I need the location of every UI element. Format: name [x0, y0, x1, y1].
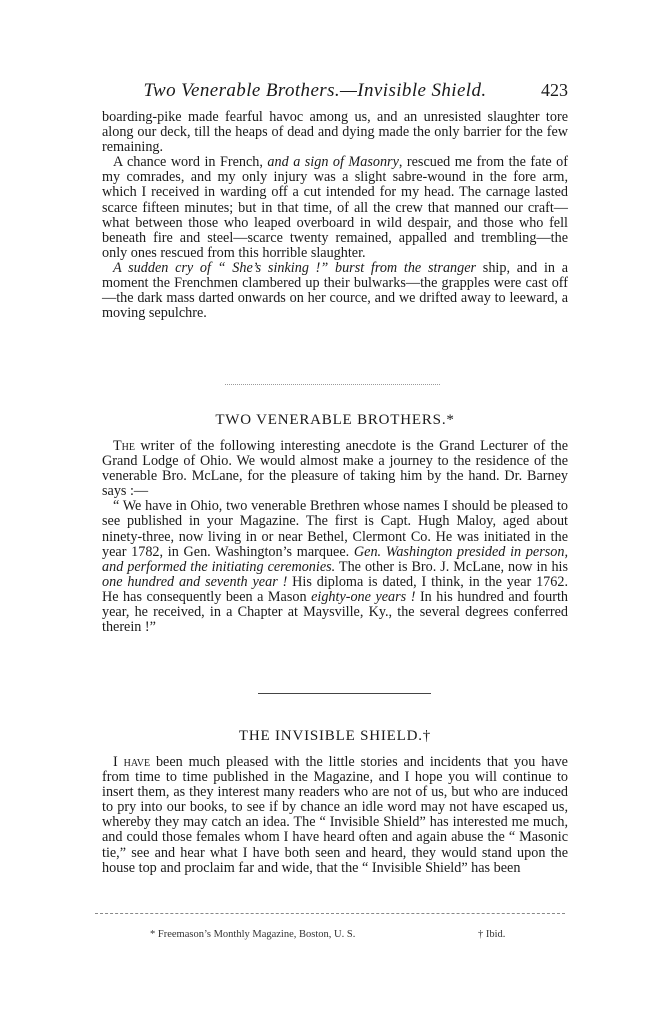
- text-run: , rescued me from the fate of my comrades, and my only injury was a slight sabre-wound in the fore arm, which I received in warding off a cut intended for my head. The carnage lasted scarce fifteen minutes; but in that time, of all the crew that manned our craft—what between those who leaped overboard in wild despair, and those who fell beneath fire and steel—scarce twenty remained, appalled and trembling—the only ones rescued from this horrible slaughter.: [102, 154, 568, 261]
- text-run: writer of the following interesting anecdote is the Grand Lecturer of the Grand Lodge of Ohio. We would almost make a journey to the residence of the venerable Bro. McLane, for the pleasure of taking him by the hand. Dr. Barney says :—: [102, 438, 568, 500]
- text-run: In his hundred and fourth year, he received, in a Chapter at Maysville, Ky., the several degrees conferred therein !”: [102, 588, 569, 636]
- text-run: His diploma is dated, I think, in the year 1762. He has consequently been a Mason: [102, 573, 568, 605]
- section-heading: THE INVISIBLE SHIELD.†: [238, 728, 432, 744]
- text-run: been much pleased with the little stories and incidents that you have from time to time published in the Magazine, and I hope you will continue to insert them, as they interest many readers who are not of us, but who are induced to pry into our books, to see if by chance an idle word may not have escaped us, whereby they may catch an idea. The “ Invisible Shield” has interested me much, and could those females whom I have heard often and again abuse the “ Masonic tie,” see and hear what I have both seen and heard, they would stand upon the house top and proclaim far and wide, that the “ Invisible Shield” has been: [102, 754, 568, 876]
- paragraph: [102, 155, 568, 261]
- small-caps-text: I have: [113, 754, 151, 770]
- italic-text: eighty-one years !: [311, 588, 416, 605]
- page-number: 423: [541, 80, 568, 100]
- text-run: ship, and in a moment the Frenchmen clambered up their bulwarks—the grapples were cast off—the dark mass darted onwards on her cource, and we drifted away to leeward, a moving sepulchre.: [102, 259, 569, 322]
- quoted-paragraph: [102, 499, 568, 635]
- section-divider: [258, 693, 431, 694]
- small-caps-text: The: [113, 438, 135, 454]
- running-head: [102, 80, 568, 102]
- section-heading: TWO VENERABLE BROTHERS.*: [215, 412, 455, 428]
- continued-story: [102, 110, 568, 321]
- paragraph: [102, 439, 568, 499]
- text-run: “ We have in Ohio, two venerable Brethren whose names I should be pleased to see published in your Magazine. The first is Capt. Hugh Maloy, aged about ninety-three, now living in or near Bethel, Clermont Co. He was initiated in the year 1782, in Gen. Washington’s marquee.: [102, 498, 568, 560]
- footnote: * Freemason’s Monthly Magazine, Boston, U. S.: [150, 929, 356, 940]
- paragraph: [102, 755, 568, 876]
- section-body: [102, 439, 568, 635]
- italic-text: and a sign of Masonry: [267, 154, 399, 171]
- section-divider: [225, 384, 440, 385]
- text-run: A chance word in French,: [113, 154, 268, 171]
- paragraph: boarding-pike made fearful havoc among us, and an unresisted slaughter tore along our deck, till the heaps of dead and dying made the only barrier for the few remaining.: [102, 109, 568, 156]
- section-body: [102, 755, 568, 876]
- italic-text: Gen. Washington presided in person, and performed the initiating ceremonies.: [102, 543, 568, 575]
- running-title: Two Venerable Brothers.—Invisible Shield.: [143, 80, 487, 101]
- paragraph: [102, 261, 568, 321]
- footnote: † Ibid.: [478, 929, 506, 940]
- italic-text: one hundred and seventh year !: [102, 573, 288, 590]
- text-run: The other is Bro. J. McLane, now in his: [335, 558, 569, 575]
- footnote-rule: [95, 913, 565, 914]
- italic-text: A sudden cry of “ She’s sinking !” burst from the stranger: [113, 259, 477, 276]
